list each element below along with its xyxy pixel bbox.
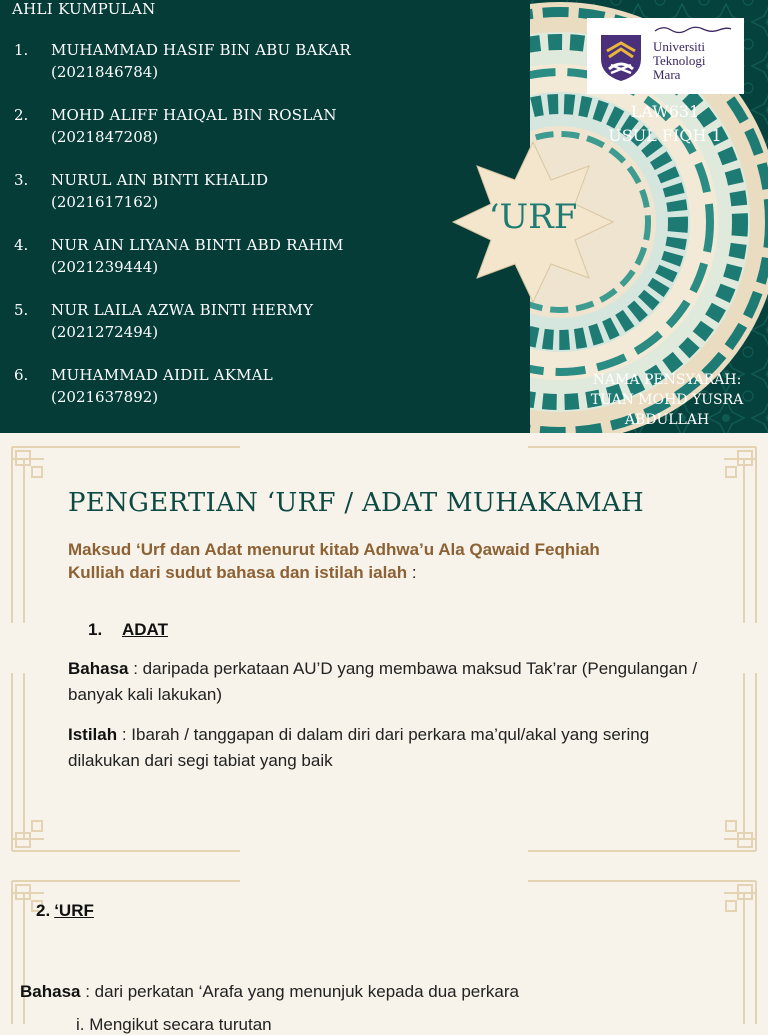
urf-slide <box>0 865 768 1034</box>
member-id: (2021239444) <box>51 258 159 276</box>
slide-title: PENGERTIAN ‘URF / ADAT MUHAKAMAH <box>68 488 644 518</box>
lecturer-name-line1: TUAN MOHD YUSRA <box>590 392 744 408</box>
bahasa-text: : dari perkatan ‘Arafa yang menunjuk kepada dua perkara <box>80 982 519 1001</box>
list-item <box>12 41 452 106</box>
logo-line3: Mara <box>653 67 681 82</box>
uitm-logo <box>587 18 744 94</box>
course-name: USUL FIQH 1 <box>608 126 722 145</box>
member-number: 3. <box>14 171 29 189</box>
subheading-urf <box>36 901 94 921</box>
bahasa-label: Bahasa <box>20 982 81 1001</box>
list-item-partial: i. Mengikut secara turutan <box>76 1015 272 1034</box>
member-name: NUR LAILA AZWA BINTI HERMY <box>51 301 314 319</box>
intro-line2: Kulliah dari sudut bahasa dan istilah ialah <box>68 563 408 582</box>
istilah-definition <box>68 722 718 774</box>
subheading-label: ‘URF <box>54 901 94 920</box>
logo-line2: Teknologi <box>653 53 706 68</box>
member-number: 6. <box>14 366 29 384</box>
logo-line1: Universiti <box>653 39 705 54</box>
intro-line1: Maksud ‘Urf dan Adat menurut kitab Adhwa’u Ala Qawaid Feqhiah <box>68 540 600 559</box>
member-id: (2021617162) <box>51 193 159 211</box>
bahasa-definition <box>68 656 718 708</box>
istilah-label: Istilah <box>68 725 118 744</box>
intro-text <box>68 538 708 584</box>
list-item <box>12 171 452 236</box>
member-number: 5. <box>14 301 29 319</box>
member-name: NURUL AIN BINTI KHALID <box>51 171 269 189</box>
lecturer-name-line2: ABDULLAH <box>624 412 710 428</box>
member-name: MUHAMMAD AIDIL AKMAL <box>51 366 273 384</box>
list-item <box>12 106 452 171</box>
bahasa-text: : daripada perkataan AU’D yang membawa maksud Tak’rar (Pengulangan / banyak kali lakukan) <box>68 659 698 704</box>
course-info <box>600 100 730 148</box>
member-name: MUHAMMAD HASIF BIN ABU BAKAR <box>51 41 351 59</box>
member-number: 2. <box>14 106 29 124</box>
member-id: (2021847208) <box>51 128 159 146</box>
istilah-text: : Ibarah / tanggapan di dalam diri dari perkara ma’qul/akal yang sering dilakukan dari segi tabiat yang baik <box>68 725 650 770</box>
lecturer-label: NAMA PENSYARAH: <box>592 372 742 388</box>
subheading-number: 2. <box>36 901 51 920</box>
member-id: (2021637892) <box>51 388 159 406</box>
subheading-adat <box>88 620 168 640</box>
member-number: 4. <box>14 236 29 254</box>
subheading-label: ADAT <box>122 620 168 639</box>
member-id: (2021846784) <box>51 63 159 81</box>
list-item <box>12 301 452 366</box>
center-word: ‘URF <box>488 197 578 237</box>
member-number: 1. <box>14 41 29 59</box>
lecturer-info <box>578 370 756 430</box>
intro-tail: : <box>407 563 417 582</box>
title-slide <box>0 0 768 433</box>
subheading-number: 1. <box>88 620 103 639</box>
member-name: MOHD ALIFF HAIQAL BIN ROSLAN <box>51 106 337 124</box>
group-heading: AHLI KUMPULAN <box>12 0 156 18</box>
crest-icon <box>597 29 645 83</box>
member-list <box>12 41 452 431</box>
bahasa-label: Bahasa <box>68 659 129 678</box>
member-id: (2021272494) <box>51 323 159 341</box>
course-code: LAW631 <box>630 102 700 121</box>
list-item <box>12 366 452 431</box>
definition-slide <box>0 433 768 865</box>
member-name: NUR AIN LIYANA BINTI ABD RAHIM <box>51 236 344 254</box>
bahasa-definition <box>20 979 750 1005</box>
list-item <box>12 236 452 301</box>
jawi-script-graphic <box>653 24 733 34</box>
